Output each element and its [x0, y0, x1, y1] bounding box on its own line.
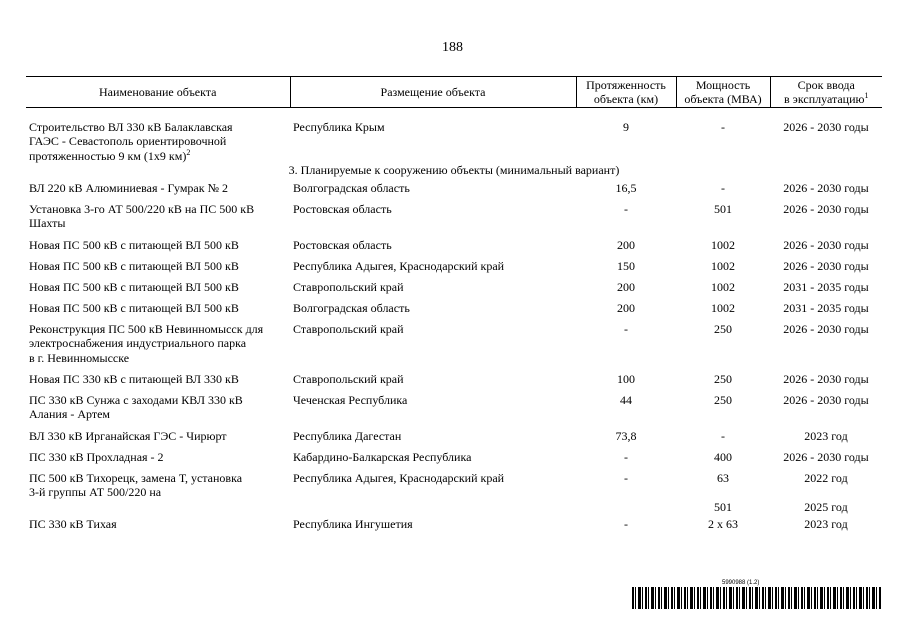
section-title: 3. Планируемые к сооружению объекты (минимальный вариант)	[288, 163, 620, 177]
cell-length: 200	[617, 300, 635, 315]
cell-name: ПС 330 кВ Сунжа с заходами КВЛ 330 кВ Алания - Артем	[29, 392, 243, 421]
header-power-line1: Мощность	[695, 78, 751, 92]
barcode-block	[632, 580, 882, 612]
header-date-line1: Срок ввода	[797, 78, 855, 92]
cell-power: 501	[714, 201, 732, 216]
cell-power: 250	[714, 392, 732, 407]
top-row-name-line2: ГАЭС - Севастополь ориентировочной	[29, 134, 227, 148]
cell-length: -	[624, 449, 628, 464]
cell-power: 1002	[711, 279, 735, 294]
table-row	[26, 468, 882, 515]
objects-table	[26, 76, 882, 535]
cell-name: ВЛ 220 кВ Алюминиевая - Гумрак № 2	[29, 180, 229, 195]
cell-length: 150	[617, 258, 635, 273]
top-row-name-line3: протяженностью 9 км (1х9 км)	[29, 148, 187, 163]
table-row	[26, 447, 882, 468]
header-length-line2: объекта (км)	[593, 92, 659, 106]
cell-power: 1002	[711, 237, 735, 252]
cell-name: Новая ПС 500 кВ с питающей ВЛ 500 кВ	[29, 258, 239, 273]
cell-date: 2023 год	[804, 428, 848, 443]
cell-place: Ростовская область	[293, 201, 392, 216]
cell-power: 63 501	[714, 470, 732, 514]
cell-length: -	[624, 321, 628, 336]
cell-name: ПС 330 кВ Тихая	[29, 517, 117, 531]
cell-power: -	[721, 180, 725, 195]
cell-name: Новая ПС 500 кВ с питающей ВЛ 500 кВ	[29, 237, 239, 252]
cell-name: Установка 3-го АТ 500/220 кВ на ПС 500 кВ Шахты	[29, 201, 255, 230]
cell-place: Ростовская область	[293, 237, 392, 252]
cell-power: 1002	[711, 300, 735, 315]
cell-place: Республика Адыгея, Краснодарский край	[293, 470, 505, 485]
cell-length: 200	[617, 237, 635, 252]
cell-length: 200	[617, 279, 635, 294]
cell-power: 400	[714, 449, 732, 464]
cell-length: -	[624, 201, 628, 216]
header-power-line2: объекта (МВА)	[684, 92, 762, 106]
cell-power: -	[721, 428, 725, 443]
page-number: 188	[442, 40, 463, 55]
cell-power: 2 х 63	[708, 517, 738, 531]
table-row	[26, 514, 882, 535]
header-date-line2: в эксплуатацию	[784, 92, 865, 106]
footnote-marker-2: 2	[186, 147, 191, 157]
header-place: Размещение объекта	[290, 77, 576, 108]
table-header-row	[26, 77, 882, 108]
cell-length: 16,5	[615, 180, 637, 195]
footnote-marker-1: 1	[864, 91, 869, 100]
cell-date: 2026 - 2030 годы	[783, 258, 869, 273]
section-row	[26, 163, 882, 178]
table-row	[26, 277, 882, 298]
table-row	[26, 199, 882, 235]
cell-power: 250	[714, 371, 732, 386]
cell-date: 2031 - 2035 годы	[783, 300, 869, 315]
top-row-name-line1: Строительство ВЛ 330 кВ Балаклавская	[29, 119, 233, 134]
cell-date: 2026 - 2030 годы	[783, 201, 869, 216]
cell-date: 2026 - 2030 годы	[783, 119, 869, 134]
table-row	[26, 256, 882, 277]
cell-place: Ставропольский край	[293, 321, 404, 336]
cell-date: 2031 - 2035 годы	[783, 279, 869, 294]
cell-name: ПС 500 кВ Тихорецк, замена Т, установка 3-й группы АТ 500/220 на	[29, 470, 243, 499]
cell-date: 2026 - 2030 годы	[783, 180, 869, 195]
cell-place: Волгоградская область	[293, 300, 410, 315]
cell-date: 2026 - 2030 годы	[783, 237, 869, 252]
header-length	[576, 77, 676, 108]
table-row	[26, 390, 882, 426]
cell-place: Ставропольский край	[293, 371, 404, 386]
table-row	[26, 298, 882, 319]
barcode-label: 5990988 (1.2)	[722, 580, 760, 586]
cell-date: 2026 - 2030 годы	[783, 449, 869, 464]
cell-place: Ставропольский край	[293, 279, 404, 294]
header-power	[676, 77, 770, 108]
cell-length: 73,8	[615, 428, 637, 443]
header-date	[770, 77, 882, 108]
cell-date: 2023 год	[804, 517, 848, 531]
cell-length: -	[624, 470, 628, 485]
header-length-line1: Протяженность	[586, 78, 666, 92]
cell-name: Новая ПС 500 кВ с питающей ВЛ 500 кВ	[29, 300, 239, 315]
cell-name	[26, 120, 290, 164]
table-row	[26, 120, 882, 164]
cell-name: ВЛ 330 кВ Ирганайская ГЭС - Чирюрт	[29, 428, 227, 443]
cell-name: Новая ПС 500 кВ с питающей ВЛ 500 кВ	[29, 279, 239, 294]
cell-length: -	[624, 517, 628, 531]
cell-date: 2022 год 2025 год	[804, 470, 848, 514]
cell-name: Новая ПС 330 кВ с питающей ВЛ 330 кВ	[29, 371, 239, 386]
cell-power: 250	[714, 321, 732, 336]
cell-place: Республика Адыгея, Краснодарский край	[293, 258, 505, 273]
cell-date: 2026 - 2030 годы	[783, 321, 869, 336]
cell-date: 2026 - 2030 годы	[783, 371, 869, 386]
cell-length: 100	[617, 371, 635, 386]
cell-place: Чеченская Республика	[293, 392, 408, 407]
cell-name: Реконструкция ПС 500 кВ Невинномысск для электроснабжения индустриального парка в г. Невинномысске	[29, 321, 264, 365]
cell-length: 44	[620, 392, 632, 407]
table-row	[26, 369, 882, 390]
cell-power: 1002	[711, 258, 735, 273]
table-row	[26, 319, 882, 369]
barcode-image	[632, 587, 882, 609]
cell-place: Кабардино-Балкарская Республика	[293, 449, 472, 464]
table-row	[26, 235, 882, 256]
cell-place: Республика Дагестан	[293, 428, 402, 443]
cell-length: 9	[623, 119, 629, 134]
cell-name: ПС 330 кВ Прохладная - 2	[29, 449, 164, 464]
cell-place: Республика Ингушетия	[293, 517, 413, 531]
table-row	[26, 178, 882, 199]
cell-power: -	[721, 119, 725, 134]
cell-place: Волгоградская область	[293, 180, 410, 195]
header-name: Наименование объекта	[26, 77, 290, 108]
table-row	[26, 426, 882, 447]
cell-place: Республика Крым	[293, 119, 385, 134]
cell-date: 2026 - 2030 годы	[783, 392, 869, 407]
